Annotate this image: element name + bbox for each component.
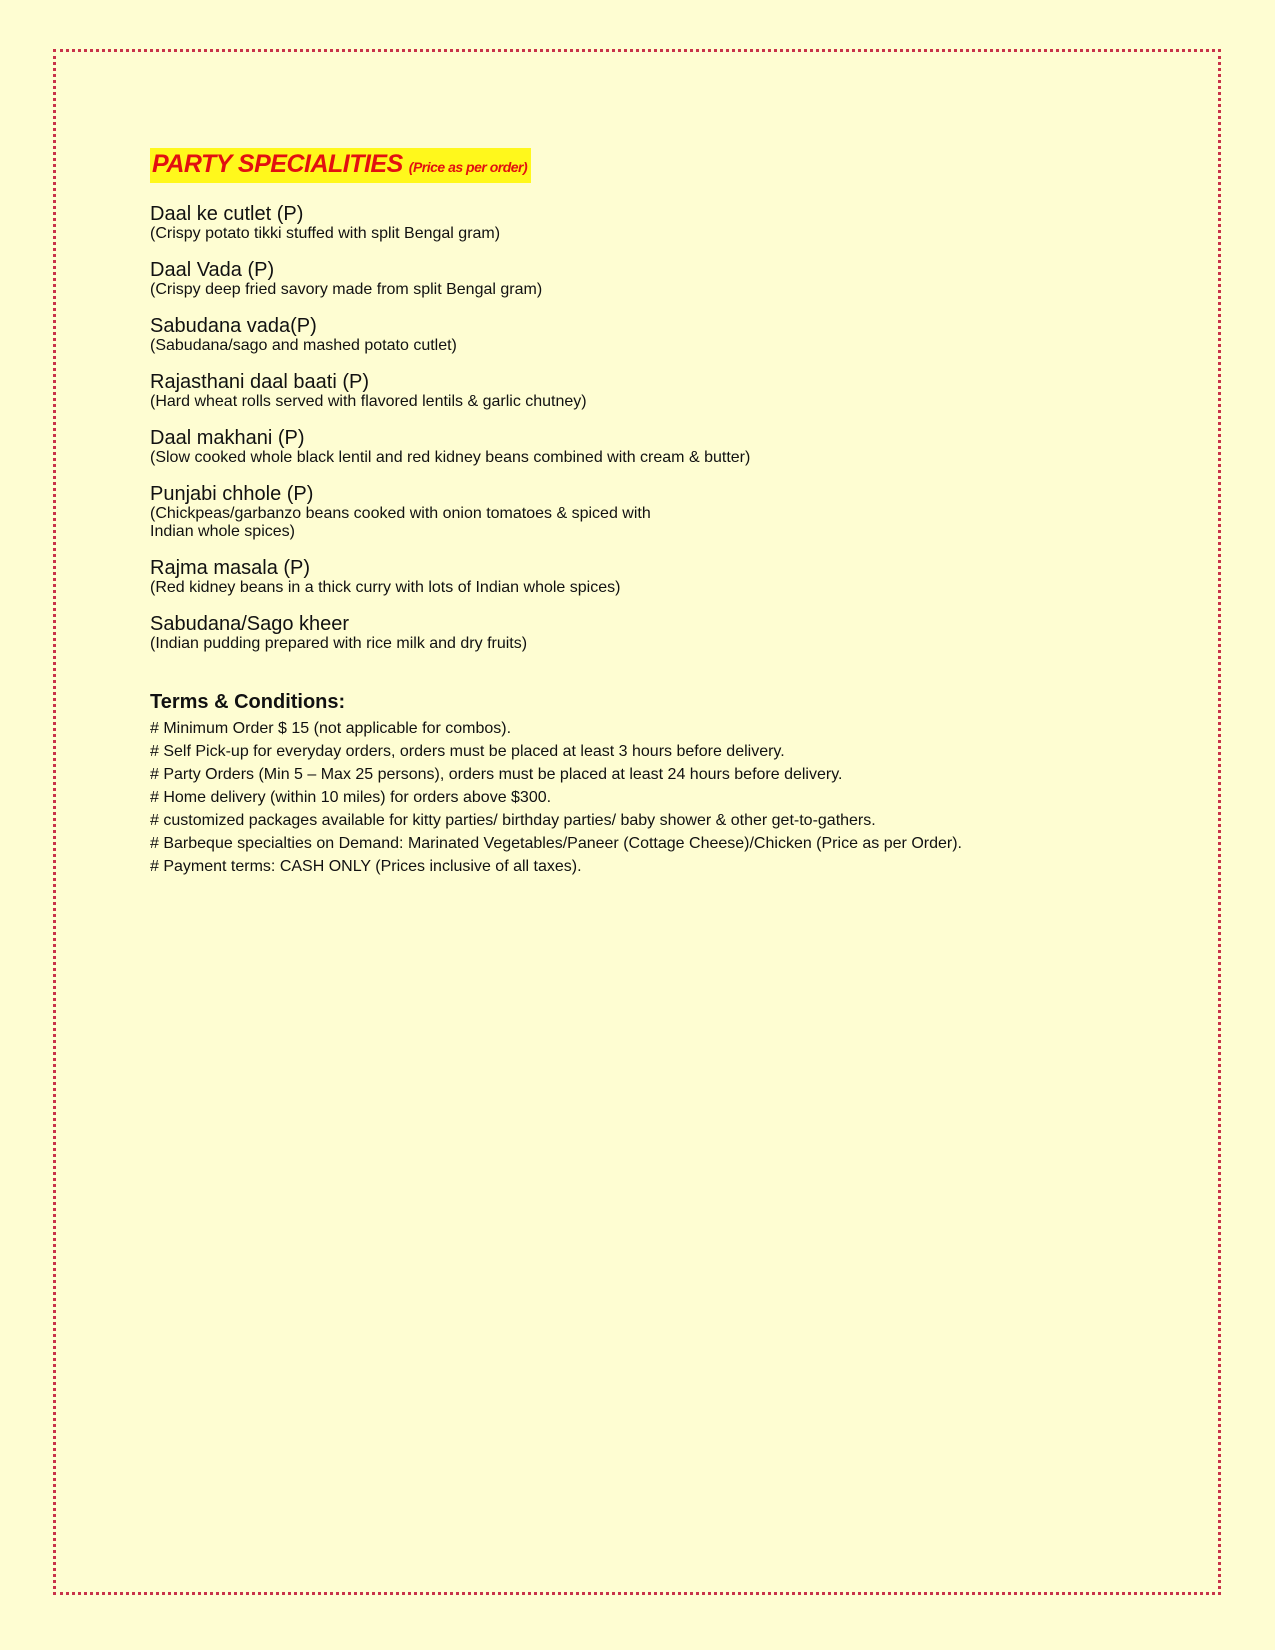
menu-list xyxy=(150,203,1150,653)
menu-item-description: (Red kidney beans in a thick curry with lots of Indian whole spices) xyxy=(150,579,621,596)
menu-item xyxy=(150,613,1150,653)
menu-item-name: Daal Vada (P) xyxy=(150,259,275,281)
menu-item-name: Daal ke cutlet (P) xyxy=(150,203,304,225)
terms-item: # Minimum Order $ 15 (not applicable for combos). xyxy=(150,720,512,737)
menu-item xyxy=(150,371,1150,411)
heading-subtitle: (Price as per order) xyxy=(408,159,528,175)
terms-item: # Party Orders (Min 5 – Max 25 persons), orders must be placed at least 24 hours before delivery. xyxy=(150,766,843,783)
terms-list xyxy=(150,717,1150,878)
menu-item-name: Rajasthani daal baati (P) xyxy=(150,371,370,393)
terms-item: # Home delivery (within 10 miles) for orders above $300. xyxy=(150,789,552,806)
terms-item: # customized packages available for kitty parties/ birthday parties/ baby shower & other get-to-gathers. xyxy=(150,812,876,829)
menu-item-description: (Crispy deep fried savory made from split Bengal gram) xyxy=(150,281,543,298)
terms-section xyxy=(150,689,1150,878)
section-heading xyxy=(150,148,531,183)
menu-item-name: Daal makhani (P) xyxy=(150,427,305,449)
menu-item-description: (Hard wheat rolls served with flavored lentils & garlic chutney) xyxy=(150,393,587,410)
menu-item-description: (Slow cooked whole black lentil and red kidney beans combined with cream & butter) xyxy=(150,449,751,466)
menu-item xyxy=(150,315,1150,355)
menu-item xyxy=(150,557,1150,597)
menu-item xyxy=(150,483,1150,541)
terms-item: # Self Pick-up for everyday orders, orders must be placed at least 3 hours before delivery. xyxy=(150,743,785,760)
menu-item-name: Sabudana/Sago kheer xyxy=(150,613,350,635)
terms-item: # Barbeque specialties on Demand: Marinated Vegetables/Paneer (Cottage Cheese)/Chicken (Price as per Order). xyxy=(150,835,962,852)
menu-item-description: (Indian pudding prepared with rice milk and dry fruits) xyxy=(150,635,528,652)
menu-page xyxy=(150,148,1150,878)
menu-item xyxy=(150,203,1150,243)
menu-item xyxy=(150,427,1150,467)
heading-title: PARTY SPECIALITIES xyxy=(152,150,403,178)
menu-item xyxy=(150,259,1150,299)
menu-item-name: Sabudana vada(P) xyxy=(150,315,317,337)
menu-item-name: Punjabi chhole (P) xyxy=(150,483,314,505)
menu-item-description: (Sabudana/sago and mashed potato cutlet) xyxy=(150,337,457,354)
menu-item-description: (Crispy potato tikki stuffed with split Bengal gram) xyxy=(150,225,501,242)
menu-item-description: (Chickpeas/garbanzo beans cooked with onion tomatoes & spiced with Indian whole spices) xyxy=(150,505,651,540)
terms-title: Terms & Conditions: xyxy=(150,691,346,713)
menu-item-name: Rajma masala (P) xyxy=(150,557,311,579)
terms-item: # Payment terms: CASH ONLY (Prices inclusive of all taxes). xyxy=(150,858,582,875)
